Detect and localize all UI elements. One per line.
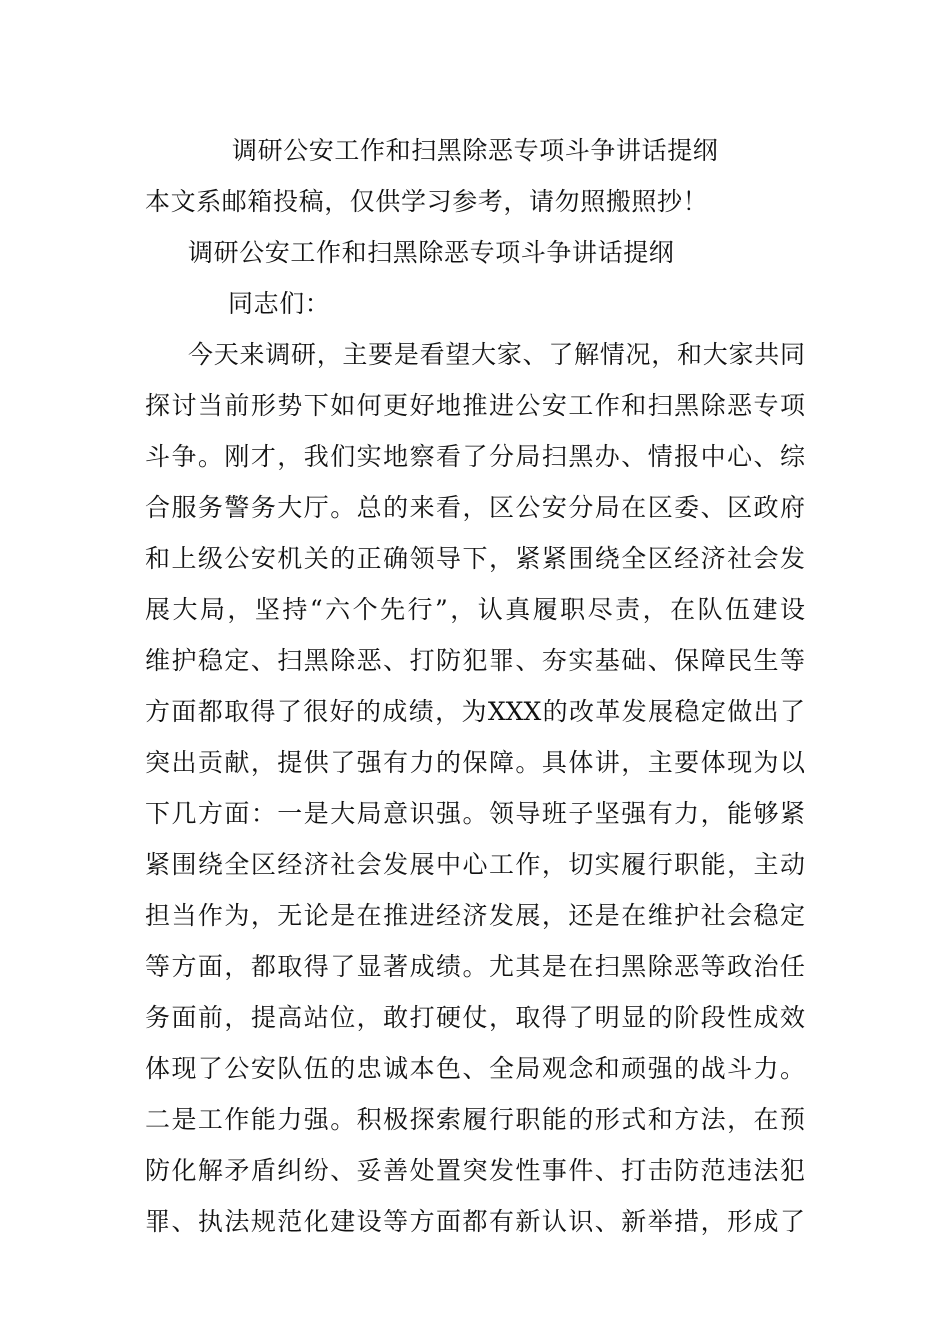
body-line: 斗争。刚才，我们实地察看了分局扫黑办、情报中心、综 xyxy=(145,442,805,471)
salutation: 同志们： xyxy=(228,289,331,318)
body-line: 防化解矛盾纠纷、妥善处置突发性事件、打击防范违法犯 xyxy=(145,1156,805,1185)
body-line: 探讨当前形势下如何更好地推进公安工作和扫黑除恶专项 xyxy=(145,391,805,420)
body-line: 维护稳定、扫黑除恶、打防犯罪、夯实基础、保障民生等 xyxy=(145,646,805,675)
body-line: 和上级公安机关的正确领导下，紧紧围绕全区经济社会发 xyxy=(145,544,805,573)
body-line: 罪、执法规范化建设等方面都有新认识、新举措，形成了 xyxy=(145,1207,805,1236)
body-line: 下几方面：一是大局意识强。领导班子坚强有力，能够紧 xyxy=(145,799,805,828)
body-line: 展大局，坚持“六个先行”，认真履职尽责，在队伍建设 xyxy=(145,595,805,624)
body-line: 体现了公安队伍的忠诚本色、全局观念和顽强的战斗力。 xyxy=(145,1054,805,1083)
document-title: 调研公安工作和扫黑除恶专项斗争讲话提纲 xyxy=(232,136,719,165)
body-line: 突出贡献，提供了强有力的保障。具体讲，主要体现为以 xyxy=(145,748,805,777)
body-line: 担当作为，无论是在推进经济发展，还是在维护社会稳定 xyxy=(145,901,805,930)
body-line: 今天来调研，主要是看望大家、了解情况，和大家共同 xyxy=(188,340,805,369)
body-line: 方面都取得了很好的成绩，为XXX的改革发展稳定做出了 xyxy=(145,697,805,726)
body-line: 合服务警务大厅。总的来看，区公安分局在区委、区政府 xyxy=(145,493,805,522)
submission-notice: 本文系邮箱投稿，仅供学习参考，请勿照搬照抄！ xyxy=(145,187,709,216)
body-line: 等方面，都取得了显著成绩。尤其是在扫黑除恶等政治任 xyxy=(145,952,805,981)
document-subtitle: 调研公安工作和扫黑除恶专项斗争讲话提纲 xyxy=(188,238,675,267)
body-line: 务面前，提高站位，敢打硬仗，取得了明显的阶段性成效 xyxy=(145,1003,805,1032)
body-line: 二是工作能力强。积极探索履行职能的形式和方法，在预 xyxy=(145,1105,805,1134)
body-line: 紧围绕全区经济社会发展中心工作，切实履行职能，主动 xyxy=(145,850,805,879)
